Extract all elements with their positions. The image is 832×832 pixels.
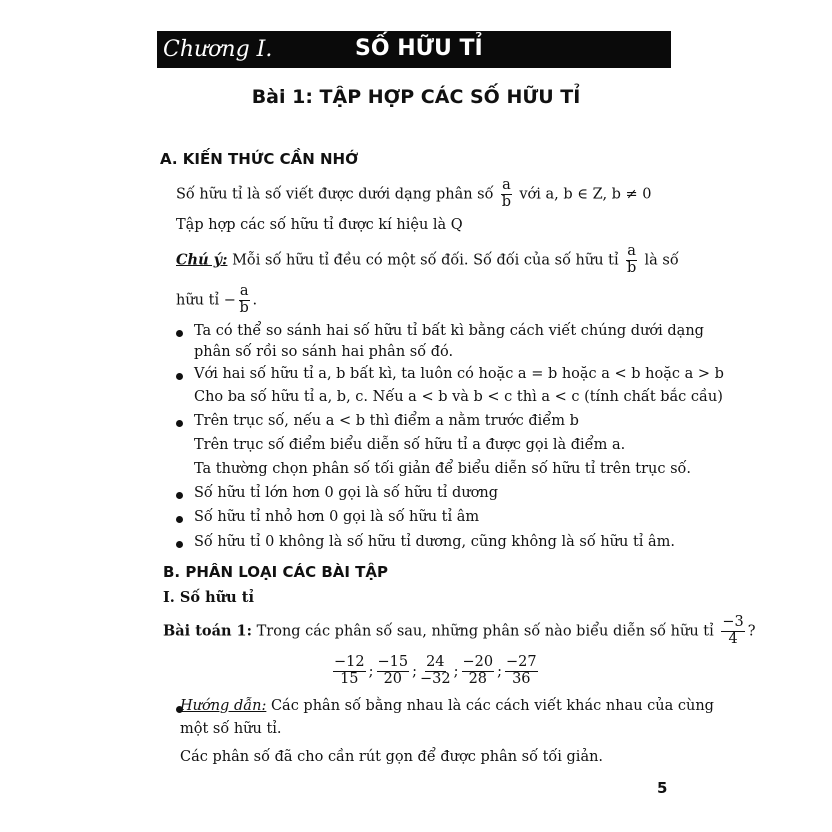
- fraction: [505, 655, 538, 688]
- num: a: [502, 177, 511, 193]
- subsection-heading: I. Số hữu tỉ: [163, 589, 254, 606]
- problem-label: Bài toán 1:: [163, 622, 253, 640]
- bullet-icon: [176, 330, 183, 337]
- fraction: [377, 655, 410, 688]
- num: −3: [722, 614, 744, 630]
- den: −32: [420, 670, 451, 687]
- text: với a, b ∈ Z, b ≠ 0: [519, 186, 652, 203]
- bullet-icon: [176, 541, 183, 548]
- den: 36: [512, 670, 531, 687]
- num: a: [627, 243, 636, 259]
- bullet-line: Cho ba số hữu tỉ a, b, c. Nếu a < b và b < c thì a < c (tính chất bắc cầu): [194, 389, 723, 405]
- den: 28: [468, 670, 488, 687]
- bullet-line: Số hữu tỉ lớn hơn 0 gọi là số hữu tỉ dương: [194, 485, 499, 501]
- note-line: [176, 244, 679, 277]
- text: Số hữu tỉ là số viết được dưới dạng phân số: [176, 186, 494, 203]
- bullet-line: Trên trục số, nếu a < b thì điểm a nằm trước điểm b: [194, 413, 579, 429]
- den: 15: [340, 670, 359, 687]
- den: b: [626, 259, 637, 276]
- fraction: [333, 655, 366, 688]
- bullet-line: Số hữu tỉ 0 không là số hữu tỉ dương, cũng không là số hữu tỉ âm.: [194, 534, 676, 550]
- fraction: [501, 178, 512, 211]
- den: b: [239, 299, 249, 316]
- guide-line-2: một số hữu tỉ.: [180, 721, 282, 737]
- chapter-label: Chương I.: [163, 37, 273, 62]
- section-a-heading: A. KIẾN THỨC CẦN NHỚ: [160, 150, 359, 168]
- bullet-line: Trên trục số điểm biểu diễn số hữu tỉ a được gọi là điểm a.: [194, 437, 626, 453]
- text: là số: [644, 252, 679, 269]
- guide-line: [180, 698, 714, 714]
- set-line: Tập hợp các số hữu tỉ được kí hiệu là Q: [176, 217, 463, 233]
- num: −20: [462, 654, 494, 670]
- num: 24: [426, 654, 445, 670]
- note-line-2: [176, 284, 257, 317]
- fraction: [420, 655, 451, 688]
- text: ?: [747, 623, 756, 640]
- fraction: [626, 244, 637, 277]
- bullet-line: Ta thường chọn phân số tối giản để biểu diễn số hữu tỉ trên trục số.: [194, 461, 692, 477]
- num: −12: [334, 654, 365, 670]
- bullet-line: Số hữu tỉ nhỏ hơn 0 gọi là số hữu tỉ âm: [194, 509, 480, 525]
- page-number: 5: [657, 779, 668, 797]
- den: 4: [728, 630, 738, 647]
- text: hữu tỉ −: [176, 292, 236, 309]
- note-label: Chú ý:: [176, 251, 228, 269]
- lesson-title: Bài 1: TẬP HỢP CÁC SỐ HỮU TỈ: [251, 86, 581, 108]
- bullet-line: Ta có thể so sánh hai số hữu tỉ bất kì bằng cách viết chúng dưới dạng: [194, 323, 704, 339]
- fraction: [462, 655, 495, 688]
- fraction: [721, 615, 744, 648]
- problem-line: [163, 615, 756, 648]
- separator: ;: [412, 663, 417, 680]
- fraction-list: [330, 655, 541, 688]
- separator: ;: [368, 663, 374, 680]
- bullet-icon: [176, 516, 183, 523]
- chapter-title: SỐ HỮU TỈ: [355, 36, 483, 61]
- text: Trong các phân số sau, những phân số nào biểu diễn số hữu tỉ: [256, 623, 714, 640]
- num: −15: [377, 654, 409, 670]
- num: a: [239, 283, 249, 299]
- bullet-icon: [176, 373, 183, 380]
- text: .: [252, 292, 258, 309]
- bullet-line: Với hai số hữu tỉ a, b bất kì, ta luôn có hoặc a = b hoặc a < b hoặc a > b: [194, 366, 724, 382]
- definition-line: [176, 178, 652, 211]
- fraction: [239, 284, 250, 317]
- den: b: [501, 193, 512, 210]
- last-line: Các phân số đã cho cần rút gọn để được phân số tối giản.: [180, 749, 604, 765]
- section-b-heading: B. PHÂN LOẠI CÁC BÀI TẬP: [163, 563, 388, 581]
- den: 20: [383, 670, 403, 687]
- separator: ;: [497, 663, 502, 680]
- text: Các phân số bằng nhau là các cách viết khác nhau của cùng: [270, 698, 714, 714]
- separator: ;: [453, 663, 459, 680]
- text: Mỗi số hữu tỉ đều có một số đối. Số đối của số hữu tỉ: [232, 252, 619, 269]
- bullet-line: phân số rồi so sánh hai phân số đó.: [194, 344, 454, 360]
- num: −27: [506, 654, 537, 670]
- bullet-icon: [176, 492, 183, 499]
- guide-label: Hướng dẫn:: [180, 698, 267, 714]
- bullet-icon: [176, 420, 183, 427]
